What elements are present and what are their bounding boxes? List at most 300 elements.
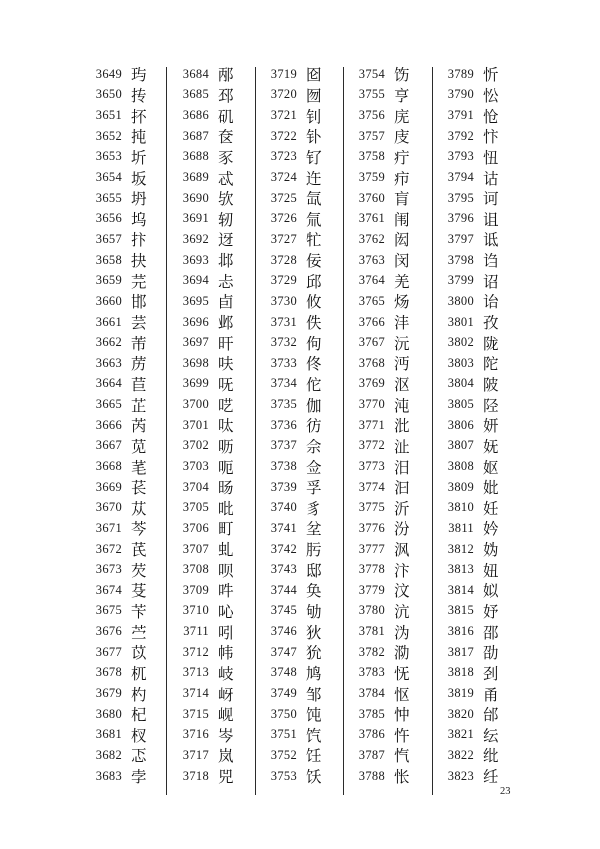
table-row [175, 704, 255, 725]
char-index-number: 3669 [95, 479, 122, 494]
table-row [440, 332, 520, 353]
chinese-character: 呒 [218, 376, 234, 394]
chinese-character: 芟 [131, 583, 147, 601]
char-index-number: 3742 [270, 541, 297, 556]
table-row [263, 621, 343, 642]
char-index-number: 3663 [95, 355, 122, 370]
char-index-number: 3762 [358, 231, 385, 246]
table-row [88, 601, 168, 622]
char-index-number: 3748 [270, 665, 297, 680]
table-row [440, 497, 520, 518]
table-row [263, 663, 343, 684]
chinese-character: 佥 [306, 459, 322, 477]
chinese-character: 刭 [483, 665, 499, 683]
table-row [88, 126, 168, 147]
table-row [351, 725, 431, 746]
chinese-character: 饬 [394, 67, 410, 85]
char-index-number: 3652 [95, 128, 122, 143]
table-row [88, 580, 168, 601]
table-row [263, 208, 343, 229]
table-row [175, 580, 255, 601]
table-row [175, 436, 255, 457]
chinese-character: 邰 [483, 707, 499, 725]
table-row [263, 85, 343, 106]
table-row [351, 745, 431, 766]
column-divider [255, 67, 256, 795]
table-row [175, 477, 255, 498]
chinese-character: 苄 [131, 603, 147, 621]
table-row [263, 147, 343, 168]
chinese-character: 庑 [394, 108, 410, 126]
char-index-number: 3792 [447, 128, 474, 143]
table-row [440, 621, 520, 642]
table-row [88, 270, 168, 291]
chinese-character: 亨 [394, 87, 410, 105]
char-index-number: 3796 [447, 211, 474, 226]
char-index-number: 3709 [182, 582, 209, 597]
char-index-number: 3682 [95, 747, 122, 762]
table-row [175, 394, 255, 415]
chinese-character: 苡 [131, 645, 147, 663]
table-row [351, 353, 431, 374]
table-row [175, 374, 255, 395]
char-index-number: 3811 [448, 520, 474, 535]
table-row [263, 312, 343, 333]
char-index-number: 3786 [358, 727, 385, 742]
chinese-character: 芩 [131, 521, 147, 539]
table-row [351, 188, 431, 209]
chinese-character: 汾 [394, 521, 410, 539]
char-index-number: 3671 [95, 520, 122, 535]
chinese-character: 沘 [394, 418, 410, 436]
char-index-number: 3815 [447, 603, 474, 618]
chinese-character: 羌 [394, 273, 410, 291]
table-row [175, 126, 255, 147]
char-index-number: 3800 [447, 293, 474, 308]
table-row [440, 126, 520, 147]
chinese-character: 岈 [218, 686, 234, 704]
chinese-character: 诃 [483, 191, 499, 209]
char-index-number: 3651 [95, 108, 122, 123]
char-index-number: 3817 [447, 644, 474, 659]
table-row [351, 147, 431, 168]
char-index-number: 3758 [358, 149, 385, 164]
char-index-number: 3813 [447, 562, 474, 577]
table-row [263, 374, 343, 395]
char-index-number: 3820 [447, 706, 474, 721]
chinese-character: 忑 [131, 748, 147, 766]
char-index-number: 3704 [182, 479, 209, 494]
table-row [351, 580, 431, 601]
table-row [175, 353, 255, 374]
char-index-number: 3679 [95, 686, 122, 701]
table-row [263, 745, 343, 766]
char-index-number: 3767 [358, 335, 385, 350]
chinese-character: 沣 [394, 315, 410, 333]
char-index-number: 3673 [95, 562, 122, 577]
table-row [263, 64, 343, 85]
table-row [263, 126, 343, 147]
chinese-character: 沩 [394, 624, 410, 642]
char-index-number: 3655 [95, 190, 122, 205]
table-row [263, 250, 343, 271]
chinese-character: 芫 [131, 273, 147, 291]
chinese-character: 妤 [483, 603, 499, 621]
chinese-character: 岚 [218, 748, 234, 766]
table-row [175, 539, 255, 560]
char-index-number: 3727 [270, 231, 297, 246]
page-number: 23 [500, 786, 511, 797]
char-index-number: 3745 [270, 603, 297, 618]
chinese-character: 邯 [131, 294, 147, 312]
chinese-character: 岑 [218, 727, 234, 745]
char-index-number: 3788 [358, 768, 385, 783]
chinese-character: 杈 [131, 727, 147, 745]
char-index-number: 3772 [358, 438, 385, 453]
chinese-character: 芡 [131, 562, 147, 580]
char-index-number: 3722 [270, 128, 297, 143]
char-index-number: 3703 [182, 458, 209, 473]
char-index-number: 3664 [95, 376, 122, 391]
chinese-character: 虬 [218, 542, 234, 560]
table-row [263, 704, 343, 725]
table-row [88, 208, 168, 229]
chinese-character: 忸 [483, 149, 499, 167]
chinese-character: 孜 [483, 315, 499, 333]
table-row [440, 642, 520, 663]
chinese-character: 坞 [131, 211, 147, 229]
char-index-number: 3694 [182, 273, 209, 288]
table-row [88, 85, 168, 106]
table-row [440, 105, 520, 126]
chinese-character: 汴 [394, 562, 410, 580]
char-index-number: 3700 [182, 397, 209, 412]
table-row [351, 683, 431, 704]
table-row [440, 663, 520, 684]
char-index-number: 3721 [270, 108, 297, 123]
table-row [175, 147, 255, 168]
chinese-character: 圻 [131, 149, 147, 167]
char-index-number: 3717 [182, 747, 209, 762]
table-row [175, 250, 255, 271]
table-row [88, 415, 168, 436]
table-row [351, 85, 431, 106]
char-index-number: 3677 [95, 644, 122, 659]
table-row [175, 456, 255, 477]
table-row [440, 188, 520, 209]
char-index-number: 3759 [358, 170, 385, 185]
chinese-character: 劭 [483, 645, 499, 663]
chinese-character: 沤 [394, 376, 410, 394]
char-index-number: 3697 [182, 335, 209, 350]
table-row [440, 250, 520, 271]
table-row [351, 374, 431, 395]
chinese-character: 奂 [306, 583, 322, 601]
table-row [440, 436, 520, 457]
char-index-number: 3731 [270, 314, 297, 329]
chinese-character: 妫 [483, 542, 499, 560]
table-row [440, 559, 520, 580]
char-index-number: 3765 [358, 293, 385, 308]
chinese-character: 邶 [218, 253, 234, 271]
chinese-character: 呃 [218, 459, 234, 477]
table-row [351, 126, 431, 147]
table-row [440, 580, 520, 601]
char-index-number: 3714 [182, 686, 209, 701]
chinese-character: 彷 [306, 418, 322, 436]
table-row [263, 415, 343, 436]
chinese-character: 甬 [483, 686, 499, 704]
chinese-character: 苌 [131, 480, 147, 498]
table-row [88, 394, 168, 415]
char-index-number: 3777 [358, 541, 385, 556]
char-index-number: 3699 [182, 376, 209, 391]
char-index-number: 3738 [270, 458, 297, 473]
char-index-number: 3707 [182, 541, 209, 556]
char-index-number: 3743 [270, 562, 297, 577]
chinese-character: 芷 [131, 397, 147, 415]
column-divider [432, 67, 433, 795]
chinese-character: 妣 [483, 480, 499, 498]
chinese-character: 芪 [131, 542, 147, 560]
chinese-character: 诒 [483, 294, 499, 312]
table-row [88, 167, 168, 188]
char-index-number: 3676 [95, 624, 122, 639]
chinese-character: 抉 [131, 253, 147, 271]
char-index-number: 3668 [95, 458, 122, 473]
chinese-character: 纰 [483, 748, 499, 766]
chinese-character: 怄 [394, 686, 410, 704]
table-row [88, 704, 168, 725]
table-row [351, 332, 431, 353]
chinese-character: 妗 [483, 521, 499, 539]
char-index-number: 3712 [182, 644, 209, 659]
char-index-number: 3773 [358, 458, 385, 473]
chinese-character: 苣 [131, 376, 147, 394]
chinese-character: 沌 [394, 397, 410, 415]
char-index-number: 3783 [358, 665, 385, 680]
table-row [351, 64, 431, 85]
chinese-character: 沔 [394, 356, 410, 374]
chinese-character: 诋 [483, 232, 499, 250]
char-index-number: 3753 [270, 768, 297, 783]
table-row [263, 270, 343, 291]
char-index-number: 3795 [447, 190, 474, 205]
table-row [440, 291, 520, 312]
chinese-character: 芼 [131, 459, 147, 477]
table-row [351, 394, 431, 415]
table-row [263, 580, 343, 601]
chinese-character: 忒 [218, 170, 234, 188]
chinese-character: 抟 [131, 87, 147, 105]
character-column [351, 64, 431, 786]
table-row [175, 683, 255, 704]
char-index-number: 3691 [182, 211, 209, 226]
table-row [440, 415, 520, 436]
char-index-number: 3747 [270, 644, 297, 659]
chinese-character: 泐 [394, 645, 410, 663]
table-row [351, 477, 431, 498]
chinese-character: 佘 [306, 438, 322, 456]
table-row [88, 436, 168, 457]
chinese-character: 纴 [483, 769, 499, 787]
chinese-character: 姒 [483, 583, 499, 601]
table-row [263, 332, 343, 353]
char-index-number: 3802 [447, 335, 474, 350]
chinese-character: 沚 [394, 438, 410, 456]
char-index-number: 3822 [447, 747, 474, 762]
char-index-number: 3723 [270, 149, 297, 164]
char-index-number: 3736 [270, 417, 297, 432]
chinese-character: 陉 [483, 397, 499, 415]
chinese-character: 疖 [394, 170, 410, 188]
char-index-number: 3708 [182, 562, 209, 577]
char-index-number: 3696 [182, 314, 209, 329]
char-index-number: 3755 [358, 87, 385, 102]
char-index-number: 3711 [183, 624, 209, 639]
table-row [351, 621, 431, 642]
character-column [263, 64, 343, 786]
chinese-character: 饩 [306, 727, 322, 745]
char-index-number: 3752 [270, 747, 297, 762]
chinese-character: 怃 [394, 665, 410, 683]
table-row [263, 477, 343, 498]
char-index-number: 3771 [358, 417, 385, 432]
char-index-number: 3801 [447, 314, 474, 329]
char-index-number: 3803 [447, 355, 474, 370]
chinese-character: 妊 [483, 500, 499, 518]
char-index-number: 3818 [447, 665, 474, 680]
table-row [88, 642, 168, 663]
table-row [351, 250, 431, 271]
char-index-number: 3674 [95, 582, 122, 597]
char-index-number: 3684 [182, 66, 209, 81]
chinese-character: 苎 [131, 624, 147, 642]
char-index-number: 3740 [270, 500, 297, 515]
table-row [88, 147, 168, 168]
char-index-number: 3808 [447, 458, 474, 473]
chinese-character: 妩 [483, 438, 499, 456]
chinese-character: 闱 [394, 211, 410, 229]
table-row [175, 663, 255, 684]
chinese-character: 沂 [394, 500, 410, 518]
chinese-character: 卣 [218, 294, 234, 312]
char-index-number: 3804 [447, 376, 474, 391]
char-index-number: 3658 [95, 252, 122, 267]
chinese-character: 汩 [394, 480, 410, 498]
char-index-number: 3665 [95, 397, 122, 412]
char-index-number: 3789 [447, 66, 474, 81]
char-index-number: 3775 [358, 500, 385, 515]
chinese-character: 饪 [306, 748, 322, 766]
table-row [440, 208, 520, 229]
table-row [263, 229, 343, 250]
chinese-character: 汶 [394, 583, 410, 601]
char-index-number: 3794 [447, 170, 474, 185]
chinese-character: 闳 [394, 232, 410, 250]
chinese-character: 邺 [218, 315, 234, 333]
table-row [351, 539, 431, 560]
table-row [351, 291, 431, 312]
chinese-character: 忪 [483, 87, 499, 105]
char-index-number: 3672 [95, 541, 122, 556]
char-index-number: 3698 [182, 355, 209, 370]
chinese-character: 忭 [483, 129, 499, 147]
chinese-character: 诌 [483, 253, 499, 271]
chinese-character: 钌 [306, 149, 322, 167]
char-index-number: 3781 [358, 624, 385, 639]
char-index-number: 3823 [447, 768, 474, 783]
char-index-number: 3806 [447, 417, 474, 432]
char-index-number: 3649 [95, 66, 122, 81]
table-row [440, 601, 520, 622]
char-index-number: 3751 [270, 727, 297, 742]
table-row [351, 663, 431, 684]
char-index-number: 3735 [270, 397, 297, 412]
table-row [88, 683, 168, 704]
table-row [351, 415, 431, 436]
chinese-character: 佝 [306, 335, 322, 353]
chinese-character: 迓 [218, 232, 234, 250]
char-index-number: 3687 [182, 128, 209, 143]
chinese-character: 迕 [306, 170, 322, 188]
chinese-character: 豕 [218, 149, 234, 167]
table-row [351, 559, 431, 580]
chinese-character: 狄 [306, 624, 322, 642]
chinese-character: 忤 [394, 727, 410, 745]
chinese-character: 芮 [131, 418, 147, 436]
char-index-number: 3730 [270, 293, 297, 308]
chinese-character: 苁 [131, 500, 147, 518]
chinese-character: 肟 [306, 542, 322, 560]
table-row [88, 229, 168, 250]
table-row [440, 477, 520, 498]
char-index-number: 3814 [447, 582, 474, 597]
table-row [263, 766, 343, 787]
char-index-number: 3653 [95, 149, 122, 164]
table-row [263, 394, 343, 415]
table-row [88, 312, 168, 333]
char-index-number: 3716 [182, 727, 209, 742]
table-row [88, 663, 168, 684]
char-index-number: 3774 [358, 479, 385, 494]
chinese-character: 佗 [306, 376, 322, 394]
table-row [440, 704, 520, 725]
char-index-number: 3650 [95, 87, 122, 102]
char-index-number: 3734 [270, 376, 297, 391]
chinese-character: 佚 [306, 315, 322, 333]
table-row [440, 147, 520, 168]
column-divider [343, 67, 344, 795]
chinese-character: 孚 [306, 480, 322, 498]
char-index-number: 3720 [270, 87, 297, 102]
table-row [175, 518, 255, 539]
table-row [175, 415, 255, 436]
chinese-character: 肓 [394, 191, 410, 209]
char-index-number: 3791 [447, 108, 474, 123]
chinese-character: 忾 [394, 748, 410, 766]
char-index-number: 3799 [447, 273, 474, 288]
table-row [440, 64, 520, 85]
chinese-character: 诂 [483, 170, 499, 188]
char-index-number: 3680 [95, 706, 122, 721]
table-row [175, 229, 255, 250]
table-row [88, 64, 168, 85]
chinese-character: 奁 [218, 129, 234, 147]
char-index-number: 3705 [182, 500, 209, 515]
chinese-character: 玙 [131, 67, 147, 85]
chinese-character: 沆 [394, 603, 410, 621]
